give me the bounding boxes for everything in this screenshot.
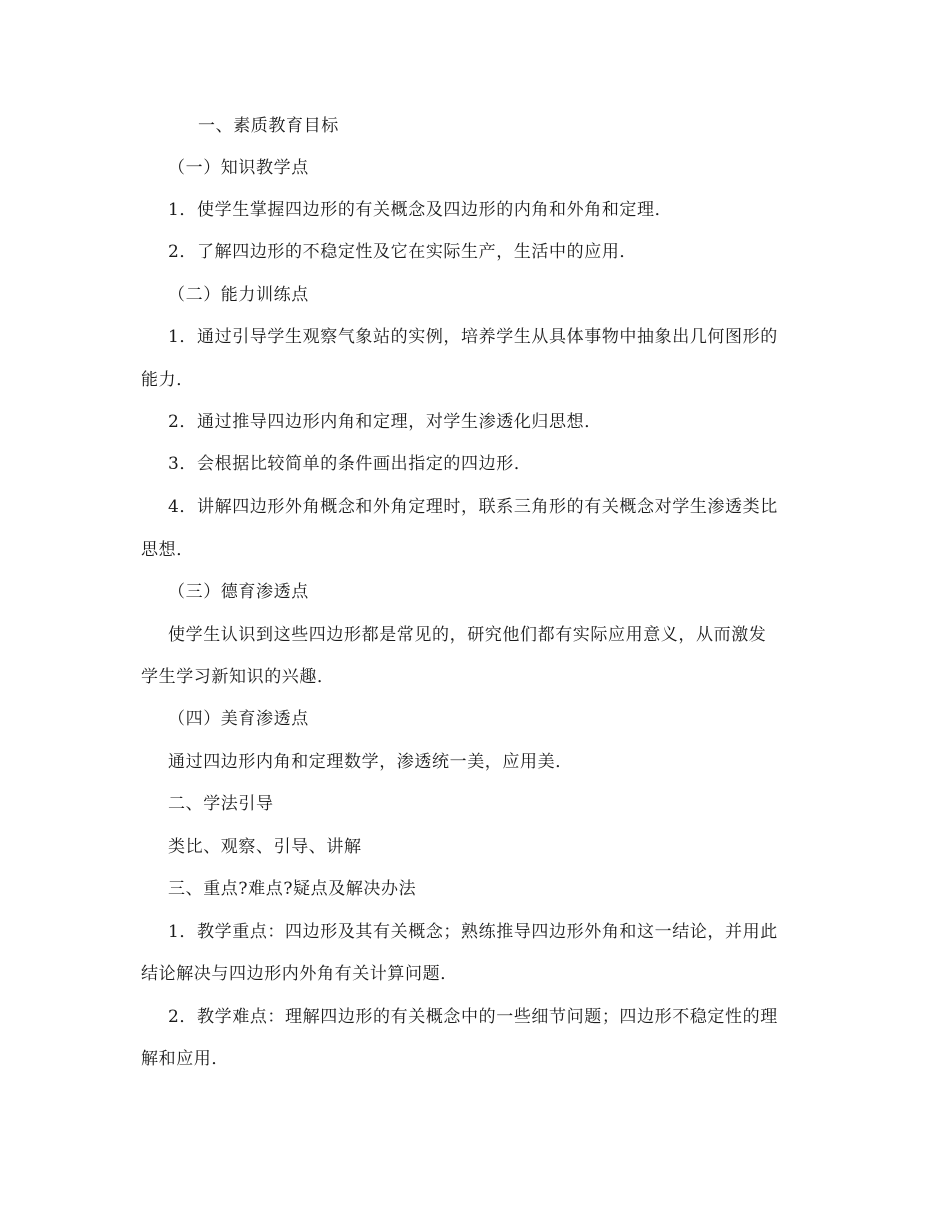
subheading-aesthetic: （四）美育渗透点 — [168, 709, 309, 729]
key-point-1-line-1: 1．教学重点：四边形及其有关概念；熟练推导四边形外角和这一结论，并用此 — [168, 922, 778, 942]
section-heading-key-points: 三、重点?难点?疑点及解决办法 — [168, 879, 417, 899]
key-point-2-line-1: 2．教学难点：理解四边形的有关概念中的一些细节问题；四边形不稳定性的理 — [168, 1007, 778, 1027]
knowledge-item-2: 2．了解四边形的不稳定性及它在实际生产，生活中的应用． — [168, 242, 638, 262]
section-heading-objectives: 一、素质教育目标 — [198, 116, 339, 136]
section-heading-methods: 二、学法引导 — [168, 794, 274, 814]
ability-item-1-line-1: 1．通过引导学生观察气象站的实例，培养学生从具体事物中抽象出几何图形的 — [168, 327, 778, 347]
ability-item-4-line-1: 4．讲解四边形外角概念和外角定理时，联系三角形的有关概念对学生渗透类比 — [168, 497, 778, 517]
ability-item-4-line-2: 思想． — [141, 540, 194, 560]
key-point-2-line-2: 解和应用． — [141, 1049, 229, 1069]
knowledge-item-1: 1．使学生掌握四边形的有关概念及四边形的内角和外角和定理． — [168, 200, 673, 220]
moral-paragraph-line-1: 使学生认识到这些四边形都是常见的，研究他们都有实际应用意义，从而激发 — [168, 625, 767, 645]
key-point-1-line-2: 结论解决与四边形内外角有关计算问题． — [141, 964, 458, 984]
methods-list: 类比、观察、引导、讲解 — [168, 837, 362, 857]
subheading-moral: （三）德育渗透点 — [168, 582, 309, 602]
subheading-ability: （二）能力训练点 — [168, 285, 309, 305]
moral-paragraph-line-2: 学生学习新知识的兴趣． — [141, 667, 335, 687]
ability-item-3: 3．会根据比较简单的条件画出指定的四边形． — [168, 454, 532, 474]
ability-item-2: 2．通过推导四边形内角和定理，对学生渗透化归思想． — [168, 412, 602, 432]
aesthetic-paragraph: 通过四边形内角和定理数学，渗透统一美，应用美． — [168, 752, 573, 772]
ability-item-1-line-2: 能力． — [141, 370, 194, 390]
subheading-knowledge: （一）知识教学点 — [168, 158, 309, 178]
